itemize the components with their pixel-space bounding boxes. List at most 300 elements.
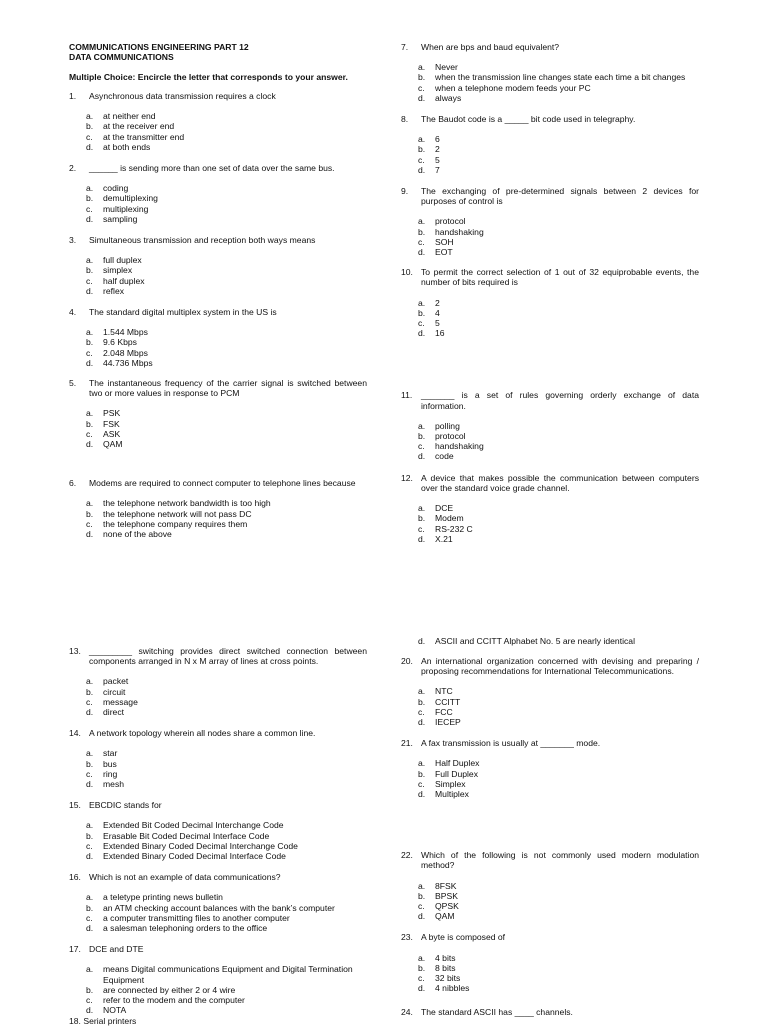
option-item[interactable]	[86, 903, 367, 913]
option-letter: d.	[418, 789, 426, 800]
options-list	[69, 820, 367, 861]
option-item[interactable]	[418, 901, 699, 911]
option-item[interactable]	[418, 441, 699, 451]
option-letter: c.	[86, 768, 93, 779]
option-item[interactable]	[86, 193, 367, 203]
option-item[interactable]	[418, 769, 699, 779]
question-number: 1.	[69, 91, 77, 101]
option-item[interactable]	[86, 964, 367, 984]
option-item[interactable]	[418, 779, 699, 789]
option-item[interactable]	[86, 255, 367, 265]
option-text: 1.544 Mbps	[103, 327, 148, 338]
option-letter: d.	[418, 911, 426, 922]
option-letter: a.	[86, 820, 94, 831]
option-letter: d.	[418, 451, 426, 462]
option-text: 7	[435, 164, 440, 175]
option-text: code	[435, 451, 454, 462]
option-text: the telephone network will not pass DC	[103, 508, 252, 519]
option-text: Never	[435, 62, 458, 73]
question-text: _________ switching provides direct switched connection between components arranged in N x M array of lines at cross points.	[89, 646, 367, 667]
option-letter: b.	[418, 768, 426, 779]
option-letter: c.	[418, 778, 425, 789]
option-item[interactable]	[86, 142, 367, 152]
option-text: X.21	[435, 533, 453, 544]
option-letter: b.	[86, 121, 94, 132]
question-block	[69, 872, 367, 944]
option-item[interactable]	[86, 995, 367, 1005]
option-item[interactable]	[86, 697, 367, 707]
option-text: an ATM checking account balances with the bank’s computer	[103, 902, 335, 913]
option-letter: b.	[86, 830, 94, 841]
option-item[interactable]	[86, 429, 367, 439]
question	[401, 932, 699, 942]
option-text: handshaking	[435, 226, 484, 237]
question	[69, 478, 367, 488]
option-letter: d.	[86, 707, 94, 718]
option-item[interactable]	[86, 519, 367, 529]
question-text: When are bps and baud equivalent?	[421, 42, 560, 52]
option-letter: a.	[86, 964, 94, 975]
option-text: 8 bits	[435, 962, 456, 973]
option-text: 4	[435, 307, 440, 318]
option-text: are connected by either 2 or 4 wire	[103, 984, 236, 995]
option-item[interactable]	[418, 431, 699, 441]
question-block	[69, 163, 367, 235]
option-letter: d.	[86, 213, 94, 224]
option-text: NTC	[435, 686, 453, 697]
option-text: 2	[435, 297, 440, 308]
question-text: The instantaneous frequency of the carrier signal is switched between two or more values in response to PCM	[89, 378, 367, 399]
option-text: message	[103, 696, 138, 707]
question-text: A network topology wherein all nodes share a common line.	[89, 728, 316, 739]
option-text: Half Duplex	[435, 758, 480, 769]
option-item[interactable]	[418, 318, 699, 328]
question-block	[401, 390, 699, 472]
question-text: Asynchronous data transmission requires a clock	[89, 91, 276, 101]
option-letter: c.	[418, 441, 425, 452]
question	[401, 42, 699, 52]
option-text: 44.736 Mbps	[103, 357, 153, 368]
option-item[interactable]	[418, 717, 699, 727]
option-text: protocol	[435, 431, 466, 442]
options-list	[401, 216, 699, 257]
question-number: 16.	[69, 872, 81, 883]
option-text: Extended Binary Coded Decimal Interchange Code	[103, 840, 298, 851]
question-text: Simultaneous transmission and reception both ways means	[89, 235, 316, 246]
option-text: 4 nibbles	[435, 983, 470, 994]
options-list	[401, 953, 699, 994]
option-item[interactable]	[86, 337, 367, 347]
option-text: IECEP	[435, 717, 461, 728]
option-letter: b.	[418, 226, 426, 237]
option-letter: a.	[418, 880, 426, 891]
option-text: the telephone company requires them	[103, 518, 248, 529]
option-letter: a.	[418, 134, 426, 145]
question-block	[69, 91, 367, 163]
option-item[interactable]	[418, 134, 699, 144]
option-text: Simplex	[435, 778, 466, 789]
option-item[interactable]	[418, 155, 699, 165]
option-text: at the transmitter end	[103, 131, 185, 142]
option-text: ASK	[103, 428, 121, 439]
question-block	[69, 728, 367, 800]
options-list	[69, 892, 367, 933]
question-number: 23.	[401, 932, 413, 943]
options-list	[69, 327, 367, 368]
option-item[interactable]	[86, 748, 367, 758]
option-item[interactable]	[86, 286, 367, 296]
option-item[interactable]	[418, 953, 699, 963]
option-item[interactable]	[418, 503, 699, 513]
option-letter: d.	[418, 983, 426, 994]
option-item[interactable]	[86, 509, 367, 519]
questions-bottom-left	[69, 646, 367, 1015]
question-number: 2.	[69, 163, 77, 174]
option-item[interactable]	[86, 132, 367, 142]
question	[401, 186, 699, 206]
option-text: NOTA	[103, 1005, 127, 1016]
question	[69, 163, 367, 173]
options-list	[401, 421, 699, 462]
option-letter: d.	[418, 328, 426, 339]
question-number: 11.	[401, 390, 413, 401]
option-text: FSK	[103, 418, 120, 429]
question-block	[401, 656, 699, 738]
option-item[interactable]	[418, 881, 699, 891]
option-letter: b.	[418, 513, 426, 524]
question-block	[69, 478, 367, 539]
option-text: DCE	[435, 503, 454, 514]
option-text: star	[103, 748, 118, 759]
question-number: 7.	[401, 42, 409, 52]
option-item[interactable]	[86, 327, 367, 337]
option-letter: b.	[86, 902, 94, 913]
option-item[interactable]	[86, 121, 367, 131]
option-text: at both ends	[103, 141, 151, 152]
options-list	[69, 111, 367, 152]
question	[401, 656, 699, 676]
option-item[interactable]	[418, 686, 699, 696]
option-item[interactable]	[418, 697, 699, 707]
option-item[interactable]	[86, 529, 367, 539]
option-text: QAM	[103, 439, 123, 450]
option-text: 16	[435, 328, 445, 339]
option-letter: c.	[86, 275, 93, 286]
option-text: coding	[103, 183, 129, 194]
option-item[interactable]	[418, 237, 699, 247]
question-number: 5.	[69, 378, 77, 389]
option-item[interactable]	[418, 983, 699, 993]
option-letter: d.	[86, 1005, 94, 1016]
option-letter: d.	[86, 357, 94, 368]
option-letter: b.	[86, 265, 94, 276]
question-number: 12.	[401, 472, 413, 483]
question	[401, 390, 699, 410]
option-item[interactable]	[86, 408, 367, 418]
option-letter: d.	[418, 247, 426, 258]
question-number: 24.	[401, 1007, 413, 1017]
option-text: direct	[103, 707, 125, 718]
question-text: To permit the correct selection of 1 out of 32 equiprobable events, the number of bits required is	[421, 267, 699, 288]
question-number: 4.	[69, 307, 77, 318]
option-item[interactable]	[86, 265, 367, 275]
option-text: full duplex	[103, 255, 142, 266]
option-item[interactable]	[418, 216, 699, 226]
option-letter: c.	[86, 428, 93, 439]
option-item[interactable]	[418, 247, 699, 257]
option-letter: b.	[418, 431, 426, 442]
option-item[interactable]	[86, 913, 367, 923]
option-text: PSK	[103, 408, 121, 419]
option-letter: b.	[418, 307, 426, 318]
option-text: SOH	[435, 236, 454, 247]
option-item[interactable]	[418, 165, 699, 175]
option-letter: a.	[418, 758, 426, 769]
option-letter: d.	[418, 92, 426, 103]
option-text: at the receiver end	[103, 121, 175, 132]
question-block	[69, 646, 367, 728]
option-item[interactable]	[86, 779, 367, 789]
option-letter: b.	[418, 962, 426, 973]
question-text: The standard digital multiplex system in the US is	[89, 307, 277, 318]
option-text: the telephone network bandwidth is too high	[103, 498, 271, 509]
option-letter: b.	[86, 686, 94, 697]
option-text: a computer transmitting files to another computer	[103, 912, 290, 923]
options-list	[401, 62, 699, 103]
option-item[interactable]	[86, 276, 367, 286]
option-letter: a.	[86, 892, 94, 903]
question-number: 21.	[401, 738, 413, 749]
options-list	[401, 758, 699, 799]
option-item[interactable]	[418, 758, 699, 768]
option-item[interactable]	[418, 451, 699, 461]
option-item[interactable]	[418, 513, 699, 523]
question-text: A fax transmission is usually at _______ mode.	[421, 738, 601, 749]
option-item[interactable]	[86, 841, 367, 851]
option-item[interactable]	[418, 524, 699, 534]
option-letter: c.	[418, 523, 425, 534]
option-text: protocol	[435, 216, 466, 227]
question-number: 6.	[69, 478, 77, 489]
question-text: Modems are required to connect computer to telephone lines because	[89, 478, 356, 489]
option-letter: d.	[86, 141, 94, 152]
question	[69, 872, 367, 882]
option-item[interactable]	[418, 144, 699, 154]
question	[69, 307, 367, 317]
options-list	[69, 498, 367, 539]
options-list	[401, 298, 699, 339]
option-letter: d.	[418, 717, 426, 728]
option-letter: a.	[418, 297, 426, 308]
option-item[interactable]	[86, 358, 367, 368]
option-text: Modem	[435, 513, 464, 524]
option-text: 2	[435, 144, 440, 155]
option-item[interactable]	[86, 348, 367, 358]
options-list	[69, 748, 367, 789]
option-item[interactable]	[418, 963, 699, 973]
question	[401, 850, 699, 870]
option-item[interactable]	[86, 214, 367, 224]
option-text: sampling	[103, 213, 138, 224]
instructions: Multiple Choice: Encircle the letter that corresponds to your answer.	[69, 72, 348, 83]
option-letter: c.	[418, 706, 425, 717]
option-item[interactable]	[418, 891, 699, 901]
question-text: ______ is sending more than one set of data over the same bus.	[89, 163, 335, 174]
option-item[interactable]	[418, 298, 699, 308]
option-text: Multiplex	[435, 789, 469, 800]
question-block	[401, 932, 699, 993]
question-block	[401, 42, 699, 114]
option-letter: b.	[418, 144, 426, 155]
option-text: 32 bits	[435, 973, 461, 984]
option-text: multiplexing	[103, 203, 149, 214]
option-text: 6	[435, 134, 440, 145]
question-text: Which is not an example of data communications?	[89, 872, 281, 883]
option-text: means Digital communications Equipment and Digital Termination Equipment	[103, 964, 353, 985]
options-list	[69, 255, 367, 296]
option-letter: b.	[418, 72, 426, 83]
option-letter: c.	[86, 518, 93, 529]
option-item[interactable]	[86, 204, 367, 214]
option-item[interactable]	[418, 421, 699, 431]
option-text: QPSK	[435, 901, 459, 912]
option-letter: c.	[418, 973, 425, 984]
option-text: RS-232 C	[435, 523, 473, 534]
option-text: packet	[103, 676, 129, 687]
option-item[interactable]	[86, 707, 367, 717]
option-letter: d.	[86, 779, 94, 790]
option-text: CCITT	[435, 696, 461, 707]
option-letter: b.	[86, 337, 94, 348]
option-letter: c.	[86, 203, 93, 214]
option-item[interactable]	[86, 923, 367, 933]
option-text: always	[435, 92, 462, 103]
option-item[interactable]	[418, 534, 699, 544]
options-list	[69, 183, 367, 224]
option-item[interactable]	[418, 973, 699, 983]
question-number: 13.	[69, 646, 81, 656]
option-text: when the transmission line changes state each time a bit changes	[435, 72, 686, 83]
question	[69, 800, 367, 810]
option-item[interactable]	[86, 1005, 367, 1015]
option-text: demultiplexing	[103, 193, 158, 204]
option-item[interactable]	[418, 93, 699, 103]
option-text: 4 bits	[435, 952, 456, 963]
option-letter: a.	[418, 686, 426, 697]
option-letter: a.	[86, 408, 94, 419]
option-item[interactable]	[86, 851, 367, 861]
question	[69, 728, 367, 738]
option-item[interactable]	[418, 308, 699, 318]
option-item[interactable]	[86, 111, 367, 121]
question-block	[401, 738, 699, 850]
option-letter: d.	[418, 164, 426, 175]
option-item[interactable]	[86, 759, 367, 769]
document-title: COMMUNICATIONS ENGINEERING PART 12	[69, 42, 249, 52]
option-text: 2.048 Mbps	[103, 347, 148, 358]
option-letter: a.	[418, 503, 426, 514]
option-item[interactable]	[418, 72, 699, 82]
option-item[interactable]	[418, 328, 699, 338]
option-item[interactable]	[418, 62, 699, 72]
question-text: EBCDIC stands for	[89, 800, 162, 811]
question-number: 17.	[69, 944, 81, 955]
option-item[interactable]	[86, 439, 367, 449]
option-letter: c.	[418, 82, 425, 93]
questions-top-left	[69, 91, 367, 539]
question-number: 10.	[401, 267, 413, 278]
options-list	[69, 964, 367, 1015]
option-item[interactable]	[86, 183, 367, 193]
option-letter: a.	[418, 62, 426, 73]
question-block	[401, 473, 699, 544]
option-item[interactable]	[86, 676, 367, 686]
option-text: Extended Binary Coded Decimal Interface Code	[103, 851, 286, 862]
question	[401, 114, 699, 124]
option-letter: d.	[86, 439, 94, 450]
option-item[interactable]	[418, 83, 699, 93]
option-item[interactable]	[418, 707, 699, 717]
option-item[interactable]	[86, 892, 367, 902]
option-letter: c.	[86, 347, 93, 358]
option-item[interactable]	[86, 769, 367, 779]
question-text: The standard ASCII has ____ channels.	[421, 1007, 573, 1017]
option-item[interactable]	[418, 227, 699, 237]
option-letter: b.	[86, 508, 94, 519]
question-block	[69, 235, 367, 307]
option-text: 5	[435, 318, 440, 329]
option-letter: a.	[86, 327, 94, 338]
option-letter: c.	[86, 131, 93, 142]
question	[69, 91, 367, 101]
option-item[interactable]	[86, 498, 367, 508]
option-text: BPSK	[435, 890, 458, 901]
options-list	[401, 134, 699, 175]
option-letter: d.	[86, 923, 94, 934]
option-letter: d.	[418, 636, 426, 646]
option-letter: b.	[418, 696, 426, 707]
option-item[interactable]	[418, 789, 699, 799]
option-item[interactable]	[86, 687, 367, 697]
question-block	[401, 850, 699, 932]
option-letter: d.	[86, 285, 94, 296]
question-number: 3.	[69, 235, 77, 246]
option-text: bus	[103, 758, 117, 769]
question-number: 8.	[401, 114, 409, 125]
option-letter: c.	[86, 912, 93, 923]
question-text: DCE and DTE	[89, 944, 144, 955]
question-text: The exchanging of pre-determined signals between 2 devices for purposes of control is	[421, 186, 699, 207]
question-text: Which of the following is not commonly used modern modulation method?	[421, 850, 699, 871]
option-item[interactable]	[86, 831, 367, 841]
option-letter: b.	[86, 758, 94, 769]
option-item[interactable]	[86, 985, 367, 995]
question	[69, 378, 367, 398]
question-block	[401, 114, 699, 186]
option-letter: a.	[86, 183, 94, 194]
option-item[interactable]	[418, 911, 699, 921]
question-number: 14.	[69, 728, 81, 739]
option-text: a teletype printing news bulletin	[103, 892, 223, 903]
option-item[interactable]	[86, 820, 367, 830]
option-item[interactable]	[86, 419, 367, 429]
option-letter: a.	[86, 748, 94, 759]
option-letter: b.	[86, 193, 94, 204]
option-text: none of the above	[103, 529, 172, 540]
question-text: A byte is composed of	[421, 932, 506, 943]
question-block	[401, 267, 699, 390]
option-text: handshaking	[435, 441, 484, 452]
